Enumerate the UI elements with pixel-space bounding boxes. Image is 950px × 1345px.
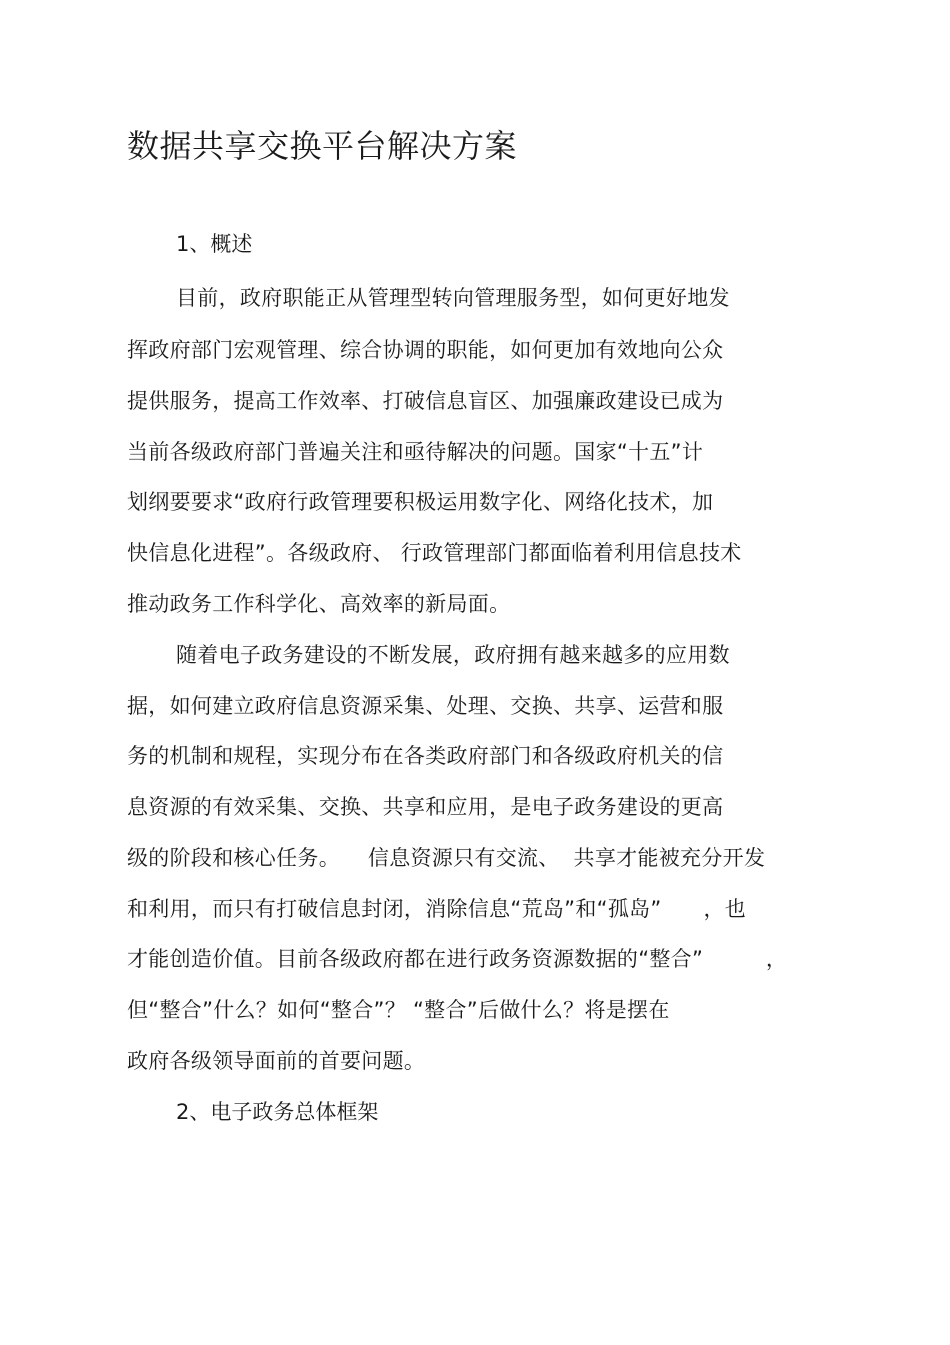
paragraph-line: 政府各级领导面前的首要问题。 — [127, 1049, 426, 1073]
paragraph-line: 才能创造价值。目前各级政府都在进行政务资源数据的“整合” ， — [127, 947, 788, 971]
paragraph-line: 息资源的有效采集、交换、共享和应用，是电子政务建设的更高 — [127, 795, 724, 819]
paragraph-line: 据，如何建立政府信息资源采集、处理、交换、共享、运营和服 — [127, 694, 724, 718]
section-heading-overview: 1、概述 — [176, 232, 253, 256]
document-title: 数据共享交换平台解决方案 — [127, 127, 518, 165]
paragraph-line: 但“整合”什么？如何“整合”？ “整合”后做什么？将是摆在 — [127, 998, 670, 1022]
paragraph-line: 级的阶段和核心任务。 信息资源只有交流、 共享才能被充分开发 — [127, 846, 766, 870]
section-heading-framework: 2、电子政务总体框架 — [176, 1100, 379, 1124]
paragraph-line: 快信息化进程”。各级政府、 行政管理部门都面临着利用信息技术 — [127, 541, 742, 565]
paragraph-line: 随着电子政务建设的不断发展，政府拥有越来越多的应用数 — [176, 643, 730, 667]
paragraph-line: 当前各级政府部门普遍关注和亟待解决的问题。国家“十五”计 — [127, 440, 704, 464]
paragraph-line: 和利用，而只有打破信息封闭，消除信息“荒岛”和“孤岛” ，也 — [127, 897, 747, 921]
paragraph-line: 目前，政府职能正从管理型转向管理服务型，如何更好地发 — [176, 286, 730, 310]
paragraph-line: 挥政府部门宏观管理、综合协调的职能，如何更加有效地向公众 — [127, 338, 724, 362]
paragraph-line: 务的机制和规程，实现分布在各类政府部门和各级政府机关的信 — [127, 744, 724, 768]
paragraph-line: 推动政务工作科学化、高效率的新局面。 — [127, 592, 511, 616]
paragraph-line: 划纲要要求“政府行政管理要积极运用数字化、网络化技术，加 — [127, 490, 714, 514]
paragraph-line: 提供服务，提高工作效率、打破信息盲区、加强廉政建设已成为 — [127, 389, 724, 413]
